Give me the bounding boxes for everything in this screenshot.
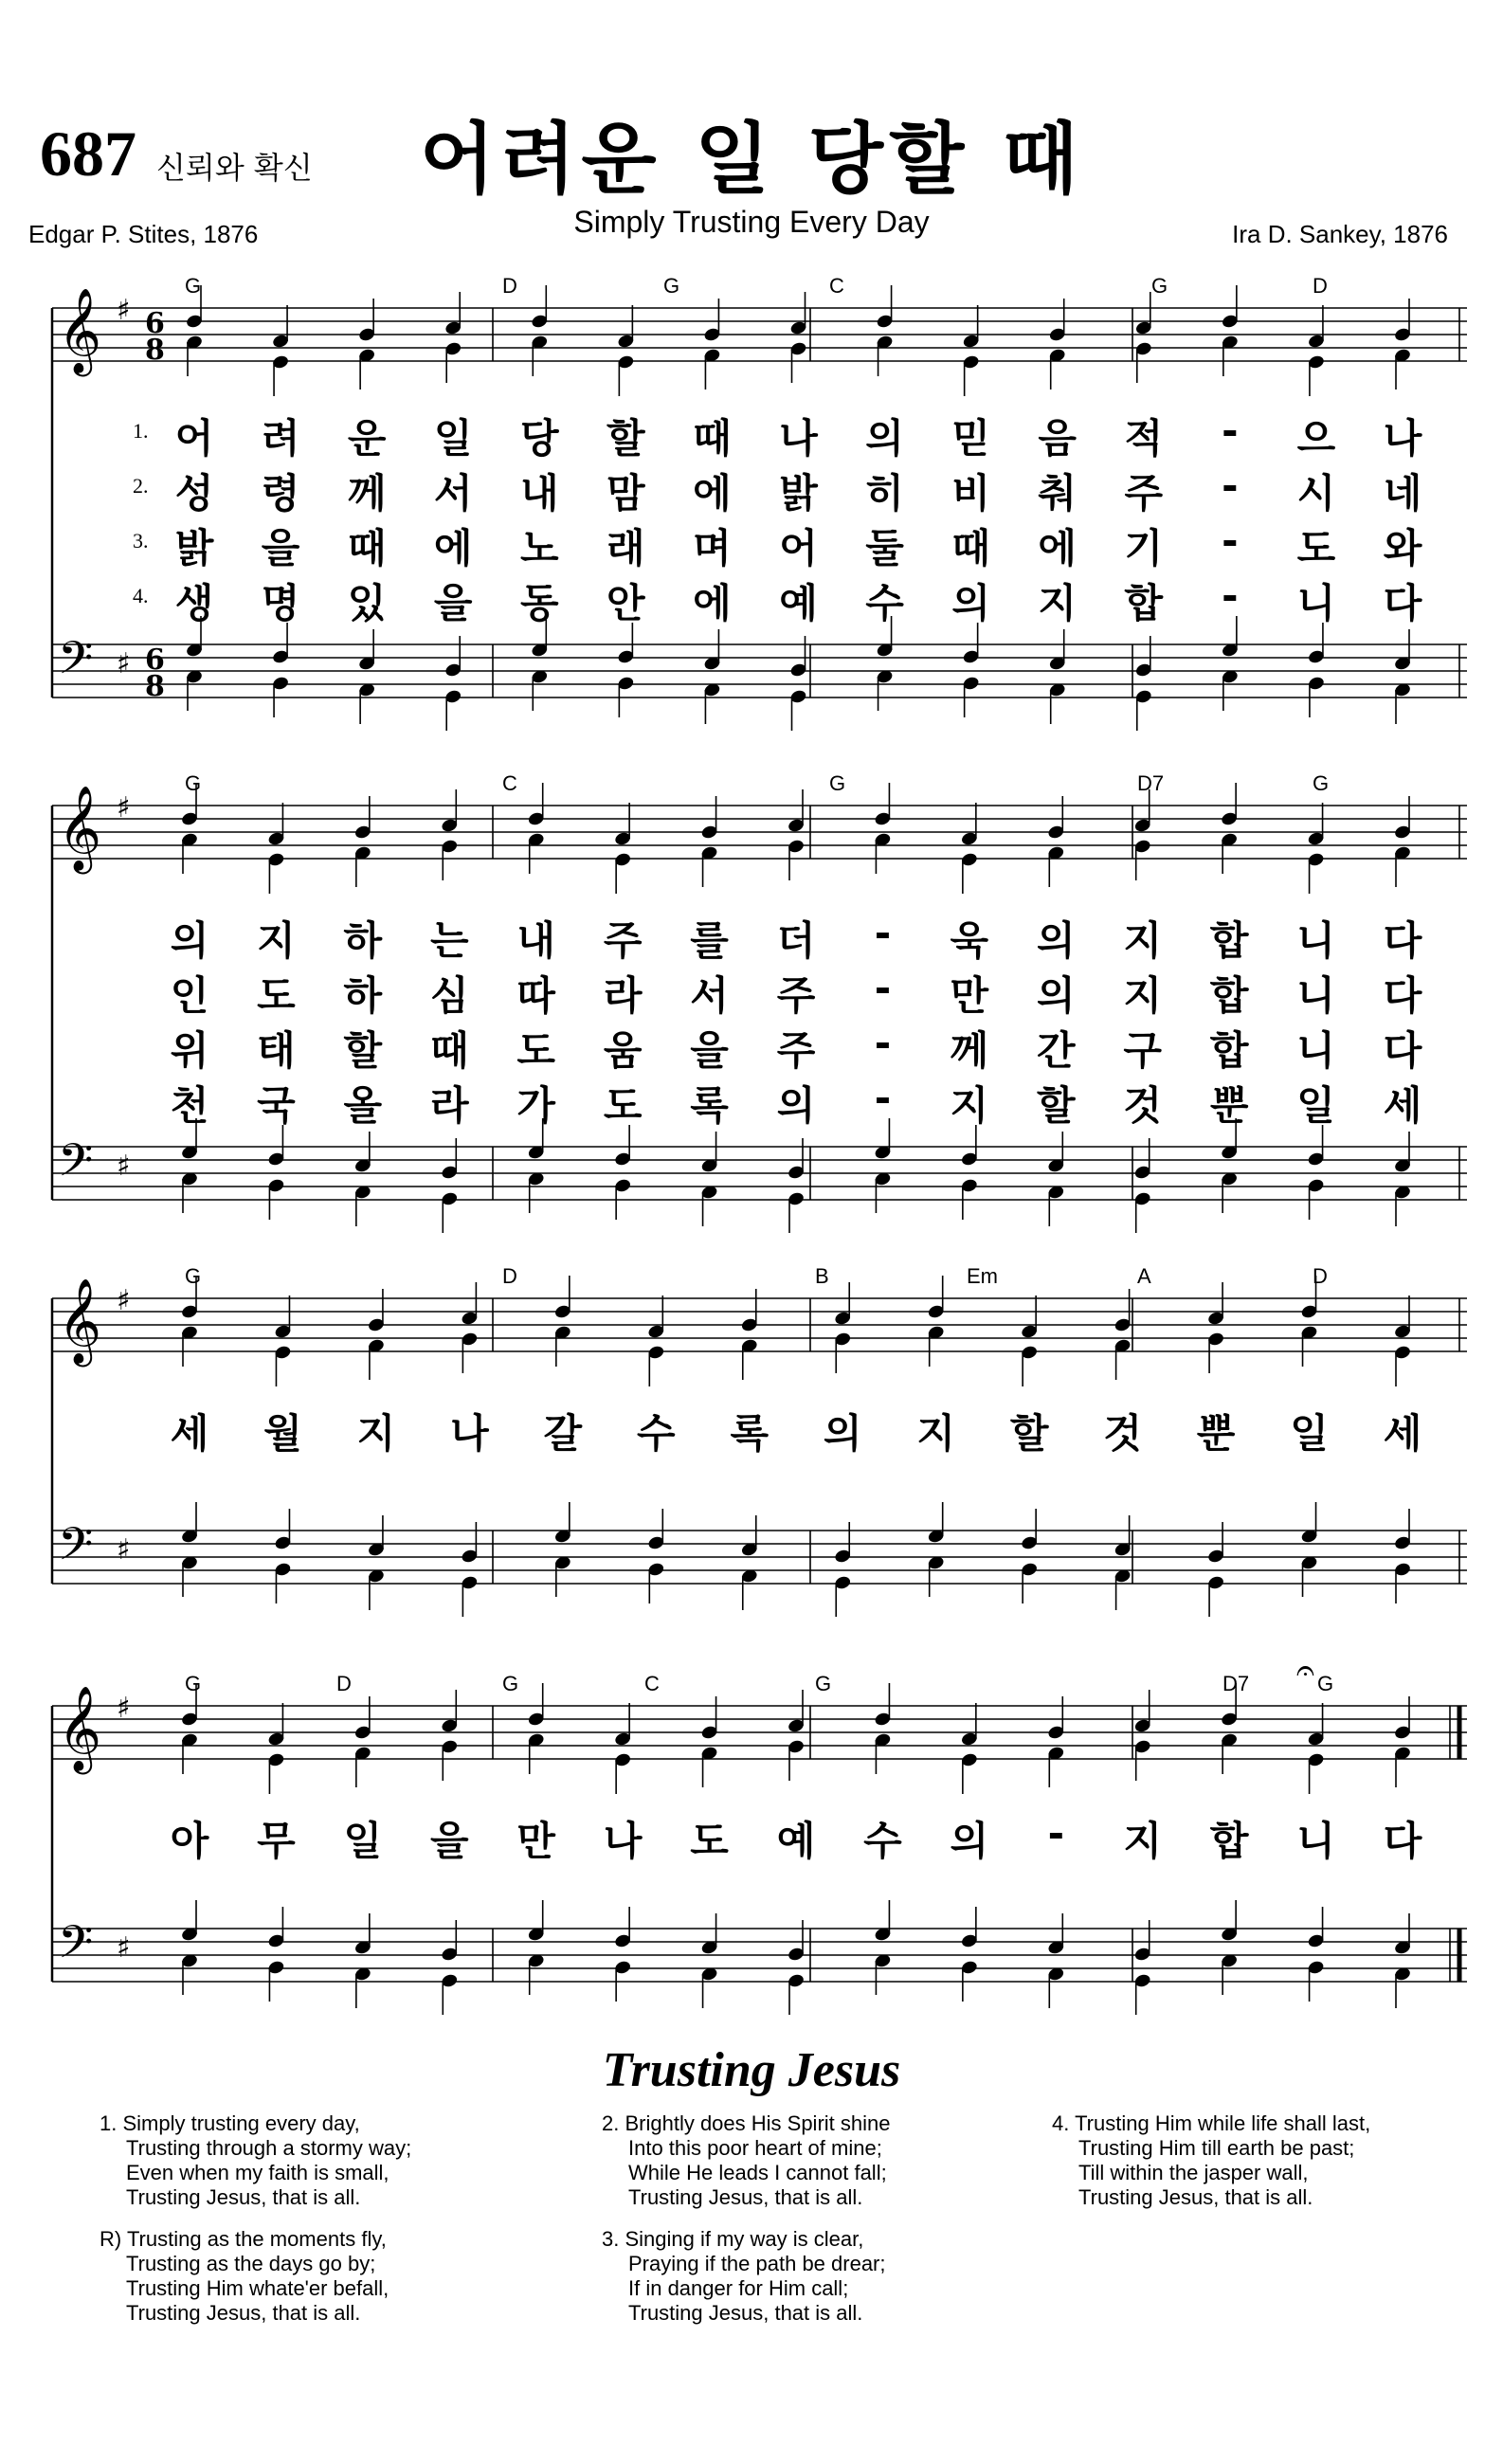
hymn-title: 어려운 일 당할 때 bbox=[419, 115, 1084, 205]
english-line-text: Trusting as the moments fly, bbox=[126, 2227, 387, 2251]
lyric-syllable: 령 bbox=[261, 470, 300, 516]
english-line bbox=[1052, 2111, 1370, 2136]
english-line bbox=[602, 2185, 890, 2210]
chord-symbol: C bbox=[829, 274, 844, 298]
lyric-syllable: 하 bbox=[343, 917, 383, 964]
lyric-syllable: 노 bbox=[519, 525, 559, 571]
lyric-syllable: 래 bbox=[607, 525, 645, 571]
lyric-syllable: 둘 bbox=[865, 525, 904, 571]
lyric-syllable: 의 bbox=[823, 1410, 862, 1457]
lyric-syllable: 니 bbox=[1296, 1818, 1335, 1864]
lyric-syllable: 할 bbox=[607, 415, 645, 462]
chord-symbol: D7 bbox=[1222, 1672, 1250, 1695]
lyric-syllable: 도 bbox=[690, 1818, 729, 1864]
lyric-syllable: 를 bbox=[690, 917, 729, 964]
english-line bbox=[100, 2301, 389, 2326]
lyric-syllable: 태 bbox=[257, 1027, 296, 1074]
lyric-syllable: 다 bbox=[1383, 1027, 1422, 1074]
treble-staff bbox=[52, 1278, 1467, 1368]
lyric-syllable: 에 bbox=[1038, 525, 1077, 571]
lyric-syllable: 의 bbox=[170, 917, 209, 964]
key-sharp-icon: ♯ bbox=[117, 1533, 131, 1567]
lyric-syllable: 어 bbox=[174, 415, 214, 462]
lyric-syllable: 께 bbox=[347, 470, 387, 516]
lyric-syllable: 무 bbox=[257, 1818, 296, 1864]
english-line bbox=[602, 2276, 886, 2301]
key-sharp-icon: ♯ bbox=[117, 294, 131, 327]
lyricist-credit: Edgar P. Stites, 1876 bbox=[28, 220, 259, 248]
stanza-label: R) bbox=[100, 2227, 127, 2251]
english-line-text: Simply trusting every day, bbox=[122, 2111, 360, 2135]
bass-clef-icon: 𝄢 bbox=[58, 1915, 94, 1980]
english-line-text: Brightly does His Spirit shine bbox=[625, 2111, 891, 2135]
lyric-syllable: 합 bbox=[1124, 580, 1164, 626]
lyric-syllable: 성 bbox=[174, 470, 214, 516]
lyric-syllable: 할 bbox=[1009, 1410, 1049, 1457]
chord-symbol: A bbox=[1137, 1264, 1151, 1288]
lyric-syllable: - bbox=[874, 1020, 892, 1066]
lyric-syllable: 시 bbox=[1296, 470, 1336, 516]
stanza-label: 2. bbox=[602, 2111, 625, 2135]
lyric-syllable: 지 bbox=[1123, 917, 1162, 964]
lyric-syllable: 구 bbox=[1123, 1027, 1162, 1074]
lyric-syllable: 지 bbox=[1038, 580, 1077, 626]
bass-staff bbox=[52, 1517, 1467, 1584]
verse-number: 3. bbox=[133, 529, 149, 553]
lyric-syllable: 기 bbox=[1124, 525, 1164, 571]
lyric-syllable: - bbox=[1047, 1810, 1064, 1857]
chord-symbol: G bbox=[502, 1672, 519, 1695]
lyric-syllable: 일 bbox=[343, 1818, 383, 1864]
bass-staff bbox=[52, 1915, 1467, 1982]
verse-number: 1. bbox=[133, 419, 149, 443]
lyric-syllable: 가 bbox=[516, 1082, 555, 1129]
english-line-text: Till within the jasper wall, bbox=[1078, 2161, 1309, 2184]
english-line bbox=[100, 2276, 389, 2301]
lyric-syllable: 동 bbox=[519, 580, 559, 626]
lyric-syllable: 나 bbox=[450, 1410, 489, 1457]
lyric-syllable: 니 bbox=[1296, 917, 1335, 964]
lyric-syllable: 수 bbox=[865, 580, 904, 626]
english-line-text: Trusting Jesus, that is all. bbox=[126, 2301, 361, 2325]
lyric-syllable: 욱 bbox=[950, 917, 989, 964]
english-line bbox=[100, 2111, 411, 2136]
lyric-syllable: 것 bbox=[1103, 1410, 1142, 1457]
lyric-syllable: 수 bbox=[863, 1818, 902, 1864]
lyric-syllable: 예 bbox=[776, 1818, 816, 1864]
lyric-syllable: 명 bbox=[261, 580, 300, 626]
chord-symbol: G bbox=[1151, 274, 1168, 298]
stanza-label: 3. bbox=[602, 2227, 625, 2251]
lyric-syllable: 간 bbox=[1036, 1027, 1076, 1074]
english-line bbox=[100, 2136, 411, 2161]
lyric-syllable: 만 bbox=[950, 972, 989, 1019]
english-line bbox=[100, 2227, 389, 2252]
lyric-syllable: - bbox=[1222, 462, 1239, 509]
english-line bbox=[1052, 2185, 1370, 2210]
key-sharp-icon: ♯ bbox=[117, 1284, 131, 1317]
lyric-syllable: - bbox=[1222, 408, 1239, 454]
lyric-syllable: 서 bbox=[433, 470, 473, 516]
chord-symbol: D bbox=[502, 274, 517, 298]
time-signature-top: 6 bbox=[145, 643, 165, 677]
english-stanza bbox=[100, 2111, 411, 2210]
english-line-text: Trusting as the days go by; bbox=[126, 2252, 376, 2275]
lyric-syllable: - bbox=[874, 965, 892, 1011]
lyric-syllable: 할 bbox=[343, 1027, 383, 1074]
english-stanza bbox=[100, 2227, 389, 2326]
chord-symbol: G bbox=[185, 771, 202, 795]
lyric-syllable: 세 bbox=[1383, 1082, 1422, 1129]
treble-clef-icon: 𝄞 bbox=[58, 786, 102, 871]
fermata-icon: 𝄐 bbox=[1296, 1652, 1314, 1690]
lyric-syllable: 맘 bbox=[607, 470, 645, 516]
lyric-syllable: 지 bbox=[950, 1082, 989, 1129]
treble-clef-icon: 𝄞 bbox=[58, 1278, 102, 1364]
english-line-text: Singing if my way is clear, bbox=[625, 2227, 864, 2251]
chord-symbol: D bbox=[1313, 1264, 1328, 1288]
lyric-syllable: 합 bbox=[1209, 917, 1249, 964]
english-line bbox=[1052, 2136, 1370, 2161]
lyric-syllable: 주 bbox=[1124, 470, 1164, 516]
lyric-syllable: 운 bbox=[347, 415, 387, 462]
lyric-syllable: 라 bbox=[603, 972, 643, 1019]
lyric-syllable: 음 bbox=[1038, 415, 1077, 462]
lyric-syllable: 의 bbox=[865, 415, 904, 462]
english-line-text: Into this poor heart of mine; bbox=[628, 2136, 882, 2160]
lyric-syllable: 나 bbox=[779, 415, 818, 462]
lyric-syllable: 을 bbox=[261, 525, 300, 571]
chord-symbol: D bbox=[1313, 274, 1328, 298]
english-line-text: If in danger for Him call; bbox=[628, 2276, 849, 2300]
lyric-syllable: 의 bbox=[776, 1082, 816, 1129]
lyric-syllable: - bbox=[874, 1075, 892, 1121]
lyric-syllable: 네 bbox=[1383, 470, 1422, 516]
lyric-syllable: 생 bbox=[174, 580, 214, 626]
lyric-syllable: 을 bbox=[429, 1818, 469, 1864]
treble-staff bbox=[52, 1686, 1467, 1775]
lyric-syllable: 밝 bbox=[779, 470, 818, 516]
lyric-syllable: 지 bbox=[356, 1410, 396, 1457]
lyric-syllable: 내 bbox=[516, 917, 555, 964]
english-line bbox=[100, 2161, 411, 2185]
chord-symbol: D bbox=[502, 1264, 517, 1288]
lyric-syllable: 월 bbox=[263, 1410, 302, 1457]
english-line bbox=[602, 2252, 886, 2276]
english-line bbox=[100, 2185, 411, 2210]
lyric-syllable: 당 bbox=[519, 415, 559, 462]
chord-symbol: D bbox=[336, 1672, 352, 1695]
key-sharp-icon: ♯ bbox=[117, 1692, 131, 1725]
key-sharp-icon: ♯ bbox=[117, 1931, 131, 1965]
lyric-syllable: 합 bbox=[1209, 1818, 1249, 1864]
chord-symbol: C bbox=[644, 1672, 660, 1695]
lyric-syllable: 지 bbox=[1123, 1818, 1162, 1864]
lyric-syllable: 에 bbox=[433, 525, 473, 571]
lyric-syllable: 도 bbox=[257, 972, 296, 1019]
lyric-syllable: 려 bbox=[261, 415, 300, 462]
lyric-syllable: 을 bbox=[433, 580, 473, 626]
lyric-syllable: 아 bbox=[170, 1818, 209, 1864]
lyric-syllable: 비 bbox=[951, 470, 990, 516]
lyric-syllable: 도 bbox=[1296, 525, 1336, 571]
lyric-syllable: 움 bbox=[603, 1027, 643, 1074]
lyric-syllable: 의 bbox=[950, 1818, 989, 1864]
english-line-text: Trusting Him whate'er befall, bbox=[126, 2276, 389, 2300]
lyric-syllable: 갈 bbox=[543, 1410, 583, 1457]
lyric-syllable: - bbox=[874, 910, 892, 956]
lyric-syllable: 때 bbox=[429, 1027, 469, 1074]
chord-symbol: G bbox=[185, 274, 202, 298]
treble-clef-icon: 𝄞 bbox=[58, 288, 102, 373]
hymn-category: 신뢰와 확신 bbox=[156, 150, 313, 186]
chord-symbol: G bbox=[1313, 771, 1330, 795]
lyric-syllable: 일 bbox=[433, 415, 473, 462]
lyric-syllable: 인 bbox=[170, 972, 209, 1019]
lyric-syllable: 주 bbox=[776, 972, 816, 1019]
lyric-syllable: 믿 bbox=[951, 415, 990, 462]
lyric-syllable: 다 bbox=[1383, 1818, 1422, 1864]
chord-symbol: C bbox=[502, 771, 517, 795]
lyric-syllable: 라 bbox=[429, 1082, 469, 1129]
lyric-syllable: 주 bbox=[776, 1027, 816, 1074]
lyric-syllable: 뿐 bbox=[1196, 1410, 1236, 1457]
lyric-syllable: 수 bbox=[637, 1410, 676, 1457]
lyric-syllable: 세 bbox=[170, 1410, 209, 1457]
lyric-syllable: 주 bbox=[603, 917, 643, 964]
lyric-syllable: 세 bbox=[1383, 1410, 1422, 1457]
lyric-syllable: 안 bbox=[607, 580, 645, 626]
bass-staff bbox=[52, 631, 1467, 703]
lyric-syllable: 있 bbox=[347, 580, 387, 626]
english-line-text: Even when my faith is small, bbox=[126, 2161, 389, 2184]
lyric-syllable: 지 bbox=[1123, 972, 1162, 1019]
english-title: Trusting Jesus bbox=[602, 2043, 901, 2097]
lyric-syllable: 국 bbox=[257, 1082, 296, 1129]
lyric-syllable: 에 bbox=[693, 580, 732, 626]
lyric-syllable: 도 bbox=[603, 1082, 643, 1129]
lyric-syllable: 더 bbox=[776, 917, 816, 964]
lyric-syllable: 뿐 bbox=[1209, 1082, 1249, 1129]
lyric-syllable: 일 bbox=[1290, 1410, 1329, 1457]
english-stanza bbox=[1052, 2111, 1370, 2210]
lyric-syllable: 도 bbox=[516, 1027, 555, 1074]
english-stanza bbox=[602, 2227, 886, 2326]
verse-number: 2. bbox=[133, 474, 149, 498]
english-line bbox=[602, 2136, 890, 2161]
lyric-syllable: 지 bbox=[916, 1410, 955, 1457]
lyric-syllable: 의 bbox=[1036, 917, 1076, 964]
bass-clef-icon: 𝄢 bbox=[58, 1133, 94, 1198]
english-stanza bbox=[602, 2111, 890, 2210]
english-line bbox=[100, 2252, 389, 2276]
english-line bbox=[602, 2111, 890, 2136]
lyric-syllable: 을 bbox=[690, 1027, 729, 1074]
time-signature-bottom: 8 bbox=[145, 670, 165, 703]
chord-symbol: G bbox=[815, 1672, 832, 1695]
treble-clef-icon: 𝄞 bbox=[58, 1686, 102, 1771]
chord-symbol: Em bbox=[967, 1264, 998, 1288]
english-line-text: Trusting through a stormy way; bbox=[126, 2136, 412, 2160]
chord-symbol: G bbox=[829, 771, 846, 795]
lyric-syllable: 서 bbox=[690, 972, 729, 1019]
lyric-syllable: 일 bbox=[1296, 1082, 1335, 1129]
treble-staff bbox=[52, 288, 1467, 377]
lyric-syllable: 으 bbox=[1296, 415, 1336, 462]
english-line-text: While He leads I cannot fall; bbox=[628, 2161, 887, 2184]
lyric-syllable: 록 bbox=[730, 1410, 770, 1457]
english-line bbox=[1052, 2161, 1370, 2185]
hymn-subtitle: Simply Trusting Every Day bbox=[573, 205, 930, 239]
lyric-syllable: 와 bbox=[1383, 525, 1422, 571]
treble-staff bbox=[52, 786, 1467, 875]
lyric-syllable: 의 bbox=[1036, 972, 1076, 1019]
bass-clef-icon: 𝄢 bbox=[58, 631, 94, 696]
composer-credit: Ira D. Sankey, 1876 bbox=[1232, 220, 1448, 248]
lyric-syllable: 만 bbox=[516, 1818, 555, 1864]
lyric-syllable: 것 bbox=[1123, 1082, 1162, 1129]
chord-symbol: G bbox=[185, 1264, 202, 1288]
chord-symbol: G bbox=[1317, 1672, 1334, 1695]
english-line-text: Praying if the path be drear; bbox=[628, 2252, 886, 2275]
lyric-syllable: 천 bbox=[170, 1082, 209, 1129]
lyric-syllable: 니 bbox=[1296, 580, 1336, 626]
lyric-syllable: 합 bbox=[1209, 972, 1249, 1019]
lyric-syllable: 다 bbox=[1383, 972, 1422, 1019]
lyric-syllable: 밝 bbox=[174, 525, 214, 571]
key-sharp-icon: ♯ bbox=[117, 1150, 131, 1183]
chord-symbol: B bbox=[815, 1264, 829, 1288]
bass-staff bbox=[52, 1133, 1467, 1200]
stanza-label: 4. bbox=[1052, 2111, 1076, 2135]
hymn-number: 687 bbox=[40, 118, 136, 190]
lyric-syllable: 는 bbox=[429, 917, 469, 964]
lyric-syllable: 의 bbox=[951, 580, 990, 626]
lyric-syllable: 때 bbox=[347, 525, 387, 571]
lyric-syllable: 다 bbox=[1383, 580, 1422, 626]
lyric-syllable: 심 bbox=[429, 972, 469, 1019]
lyric-syllable: 에 bbox=[693, 470, 732, 516]
english-line-text: Trusting Him till earth be past; bbox=[1078, 2136, 1355, 2160]
english-line bbox=[602, 2161, 890, 2185]
verse-number: 4. bbox=[133, 584, 149, 607]
time-signature-top: 6 bbox=[145, 307, 165, 340]
english-line bbox=[602, 2227, 886, 2252]
lyric-syllable: 다 bbox=[1383, 917, 1422, 964]
chord-symbol: G bbox=[663, 274, 680, 298]
lyric-syllable: - bbox=[1222, 572, 1239, 619]
lyric-syllable: 며 bbox=[693, 525, 732, 571]
bass-clef-icon: 𝄢 bbox=[58, 1517, 94, 1582]
lyric-syllable: 합 bbox=[1209, 1027, 1249, 1074]
english-line-text: Trusting Him while life shall last, bbox=[1075, 2111, 1371, 2135]
lyric-syllable: 올 bbox=[343, 1082, 383, 1129]
lyric-syllable: 께 bbox=[950, 1027, 989, 1074]
lyric-syllable: 할 bbox=[1036, 1082, 1076, 1129]
key-sharp-icon: ♯ bbox=[117, 791, 131, 824]
lyric-syllable: 위 bbox=[170, 1027, 209, 1074]
english-line-text: Trusting Jesus, that is all. bbox=[628, 2185, 863, 2209]
lyric-syllable: 록 bbox=[690, 1082, 729, 1129]
english-line-text: Trusting Jesus, that is all. bbox=[126, 2185, 361, 2209]
lyric-syllable: 니 bbox=[1296, 1027, 1335, 1074]
lyric-syllable: 춰 bbox=[1038, 470, 1077, 516]
chord-symbol: G bbox=[185, 1672, 202, 1695]
english-line-text: Trusting Jesus, that is all. bbox=[628, 2301, 863, 2325]
lyric-syllable: 때 bbox=[693, 415, 732, 462]
lyric-syllable: 내 bbox=[519, 470, 559, 516]
english-line bbox=[602, 2301, 886, 2326]
lyric-syllable: 적 bbox=[1124, 415, 1164, 462]
lyric-syllable: 나 bbox=[1383, 415, 1422, 462]
lyric-syllable: 나 bbox=[603, 1818, 643, 1864]
lyric-syllable: 예 bbox=[779, 580, 818, 626]
key-sharp-icon: ♯ bbox=[117, 647, 131, 680]
lyric-syllable: 니 bbox=[1296, 972, 1335, 1019]
chord-symbol: D7 bbox=[1137, 771, 1165, 795]
lyric-syllable: 하 bbox=[343, 972, 383, 1019]
lyric-syllable: 어 bbox=[779, 525, 818, 571]
lyric-syllable: 지 bbox=[257, 917, 296, 964]
lyric-syllable: 따 bbox=[516, 972, 555, 1019]
english-line-text: Trusting Jesus, that is all. bbox=[1078, 2185, 1313, 2209]
lyric-syllable: - bbox=[1222, 517, 1239, 564]
lyric-syllable: 때 bbox=[951, 525, 990, 571]
lyric-syllable: 히 bbox=[865, 470, 904, 516]
stanza-label: 1. bbox=[100, 2111, 123, 2135]
time-signature-bottom: 8 bbox=[145, 334, 165, 367]
